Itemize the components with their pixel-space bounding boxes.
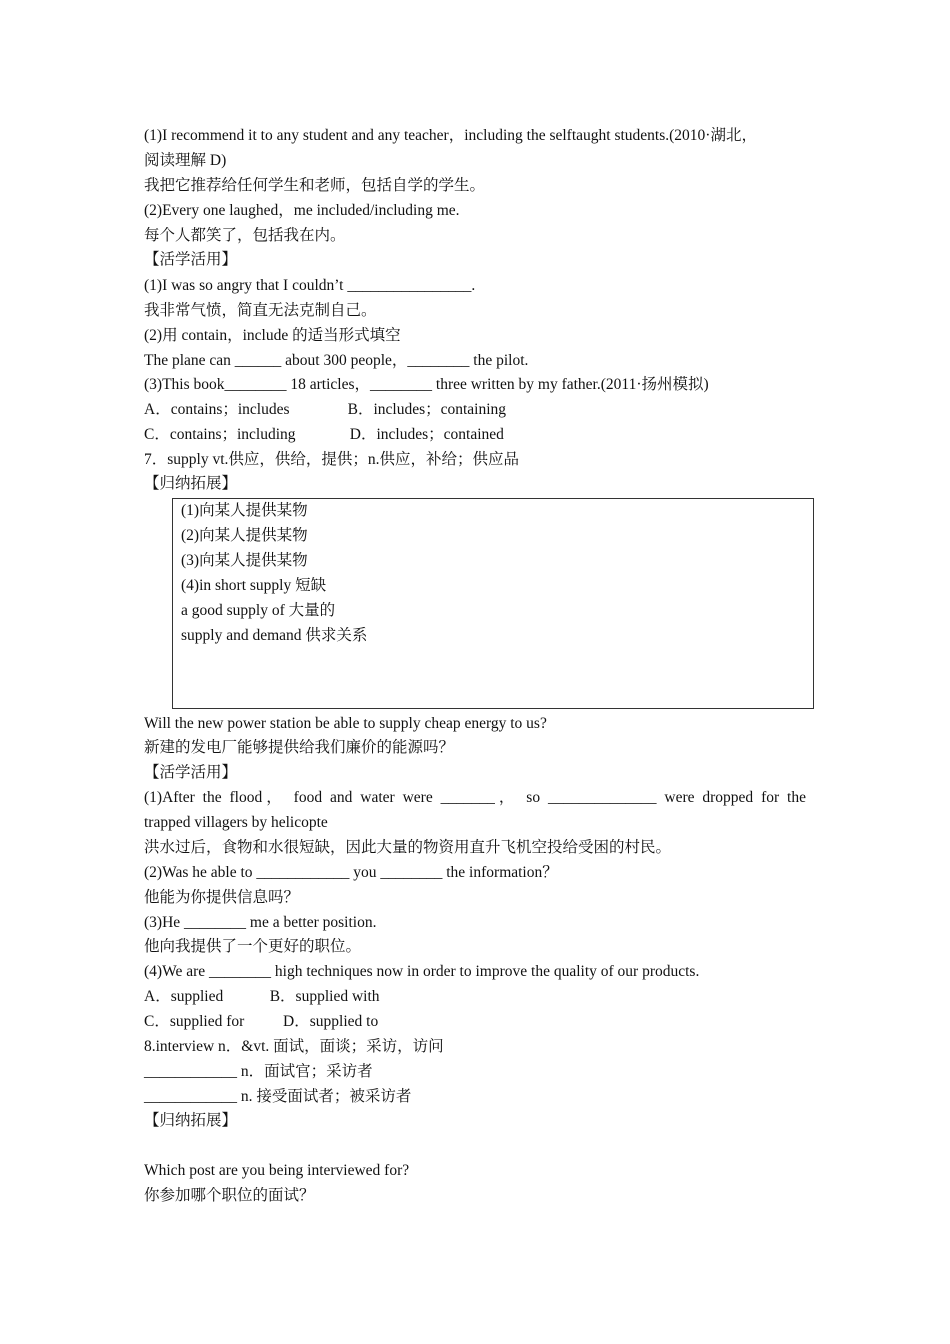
box-line: (3)向某人提供某物 xyxy=(181,552,308,569)
box-line: a good supply of 大量的 xyxy=(181,602,336,619)
answer-options: C．supplied for D．supplied to xyxy=(144,1013,379,1030)
exercise-line: ____________ n．面试官；采访者 xyxy=(144,1063,373,1080)
exercise-line: (1)After the flood， food and water were _______， so ______________ were dropped for the xyxy=(144,789,806,806)
answer-options: A．supplied B．supplied with xyxy=(144,988,380,1005)
exercise-line: ____________ n. 接受面试者；被采访者 xyxy=(144,1088,412,1105)
text-line: 我非常气愤，简直无法克制自己。 xyxy=(144,302,377,319)
box-line: (1)向某人提供某物 xyxy=(181,502,308,519)
text-line: 每个人都笑了，包括我在内。 xyxy=(144,227,346,244)
section-heading: 【活学活用】 xyxy=(144,251,238,268)
text-line: 他向我提供了一个更好的职位。 xyxy=(144,938,362,955)
text-line: Which post are you being interviewed for? xyxy=(144,1162,410,1179)
exercise-line: (3)This book________ 18 articles，________ three written by my father.(2011·扬州模拟) xyxy=(144,376,709,393)
text-line: 他能为你提供信息吗？ xyxy=(144,889,300,906)
text-line: 阅读理解 D) xyxy=(144,152,227,169)
box-line: supply and demand 供求关系 xyxy=(181,627,368,644)
answer-options: C．contains；including D．includes；contained xyxy=(144,426,504,443)
box-line: (4)in short supply 短缺 xyxy=(181,577,327,594)
answer-options: A．contains；includes B．includes；containing xyxy=(144,401,507,418)
summary-box xyxy=(172,498,814,709)
text-line: 新建的发电厂能够提供给我们廉价的能源吗？ xyxy=(144,739,455,756)
exercise-line: (4)We are ________ high techniques now in order to improve the quality of our products. xyxy=(144,963,700,980)
exercise-line: The plane can ______ about 300 people，________ the pilot. xyxy=(144,352,529,369)
exercise-line: (2)用 contain，include 的适当形式填空 xyxy=(144,327,401,344)
text-line: 我把它推荐给任何学生和老师，包括自学的学生。 xyxy=(144,177,486,194)
vocab-entry: 7．supply vt.供应，供给，提供；n.供应，补给；供应品 xyxy=(144,451,520,468)
text-line: 洪水过后，食物和水很短缺，因此大量的物资用直升飞机空投给受困的村民。 xyxy=(144,839,672,856)
box-line: (2)向某人提供某物 xyxy=(181,527,308,544)
section-heading: 【归纳拓展】 xyxy=(144,1112,238,1129)
exercise-line: (1)I was so angry that I couldn’t ________________. xyxy=(144,277,476,294)
exercise-line: trapped villagers by helicopte xyxy=(144,814,328,831)
text-line: (1)I recommend it to any student and any teacher，including the selftaught students.(2010·湖北， xyxy=(144,127,757,144)
exercise-line: (2)Was he able to ____________ you ________ the information？ xyxy=(144,864,558,881)
text-line: Will the new power station be able to supply cheap energy to us? xyxy=(144,715,547,732)
vocab-entry: 8.interview n．&vt. 面试，面谈；采访，访问 xyxy=(144,1038,444,1055)
section-heading: 【归纳拓展】 xyxy=(144,475,238,492)
text-line: 你参加哪个职位的面试？ xyxy=(144,1187,315,1204)
text-line: (2)Every one laughed，me included/including me. xyxy=(144,202,460,219)
section-heading: 【活学活用】 xyxy=(144,764,238,781)
exercise-line: (3)He ________ me a better position. xyxy=(144,914,377,931)
